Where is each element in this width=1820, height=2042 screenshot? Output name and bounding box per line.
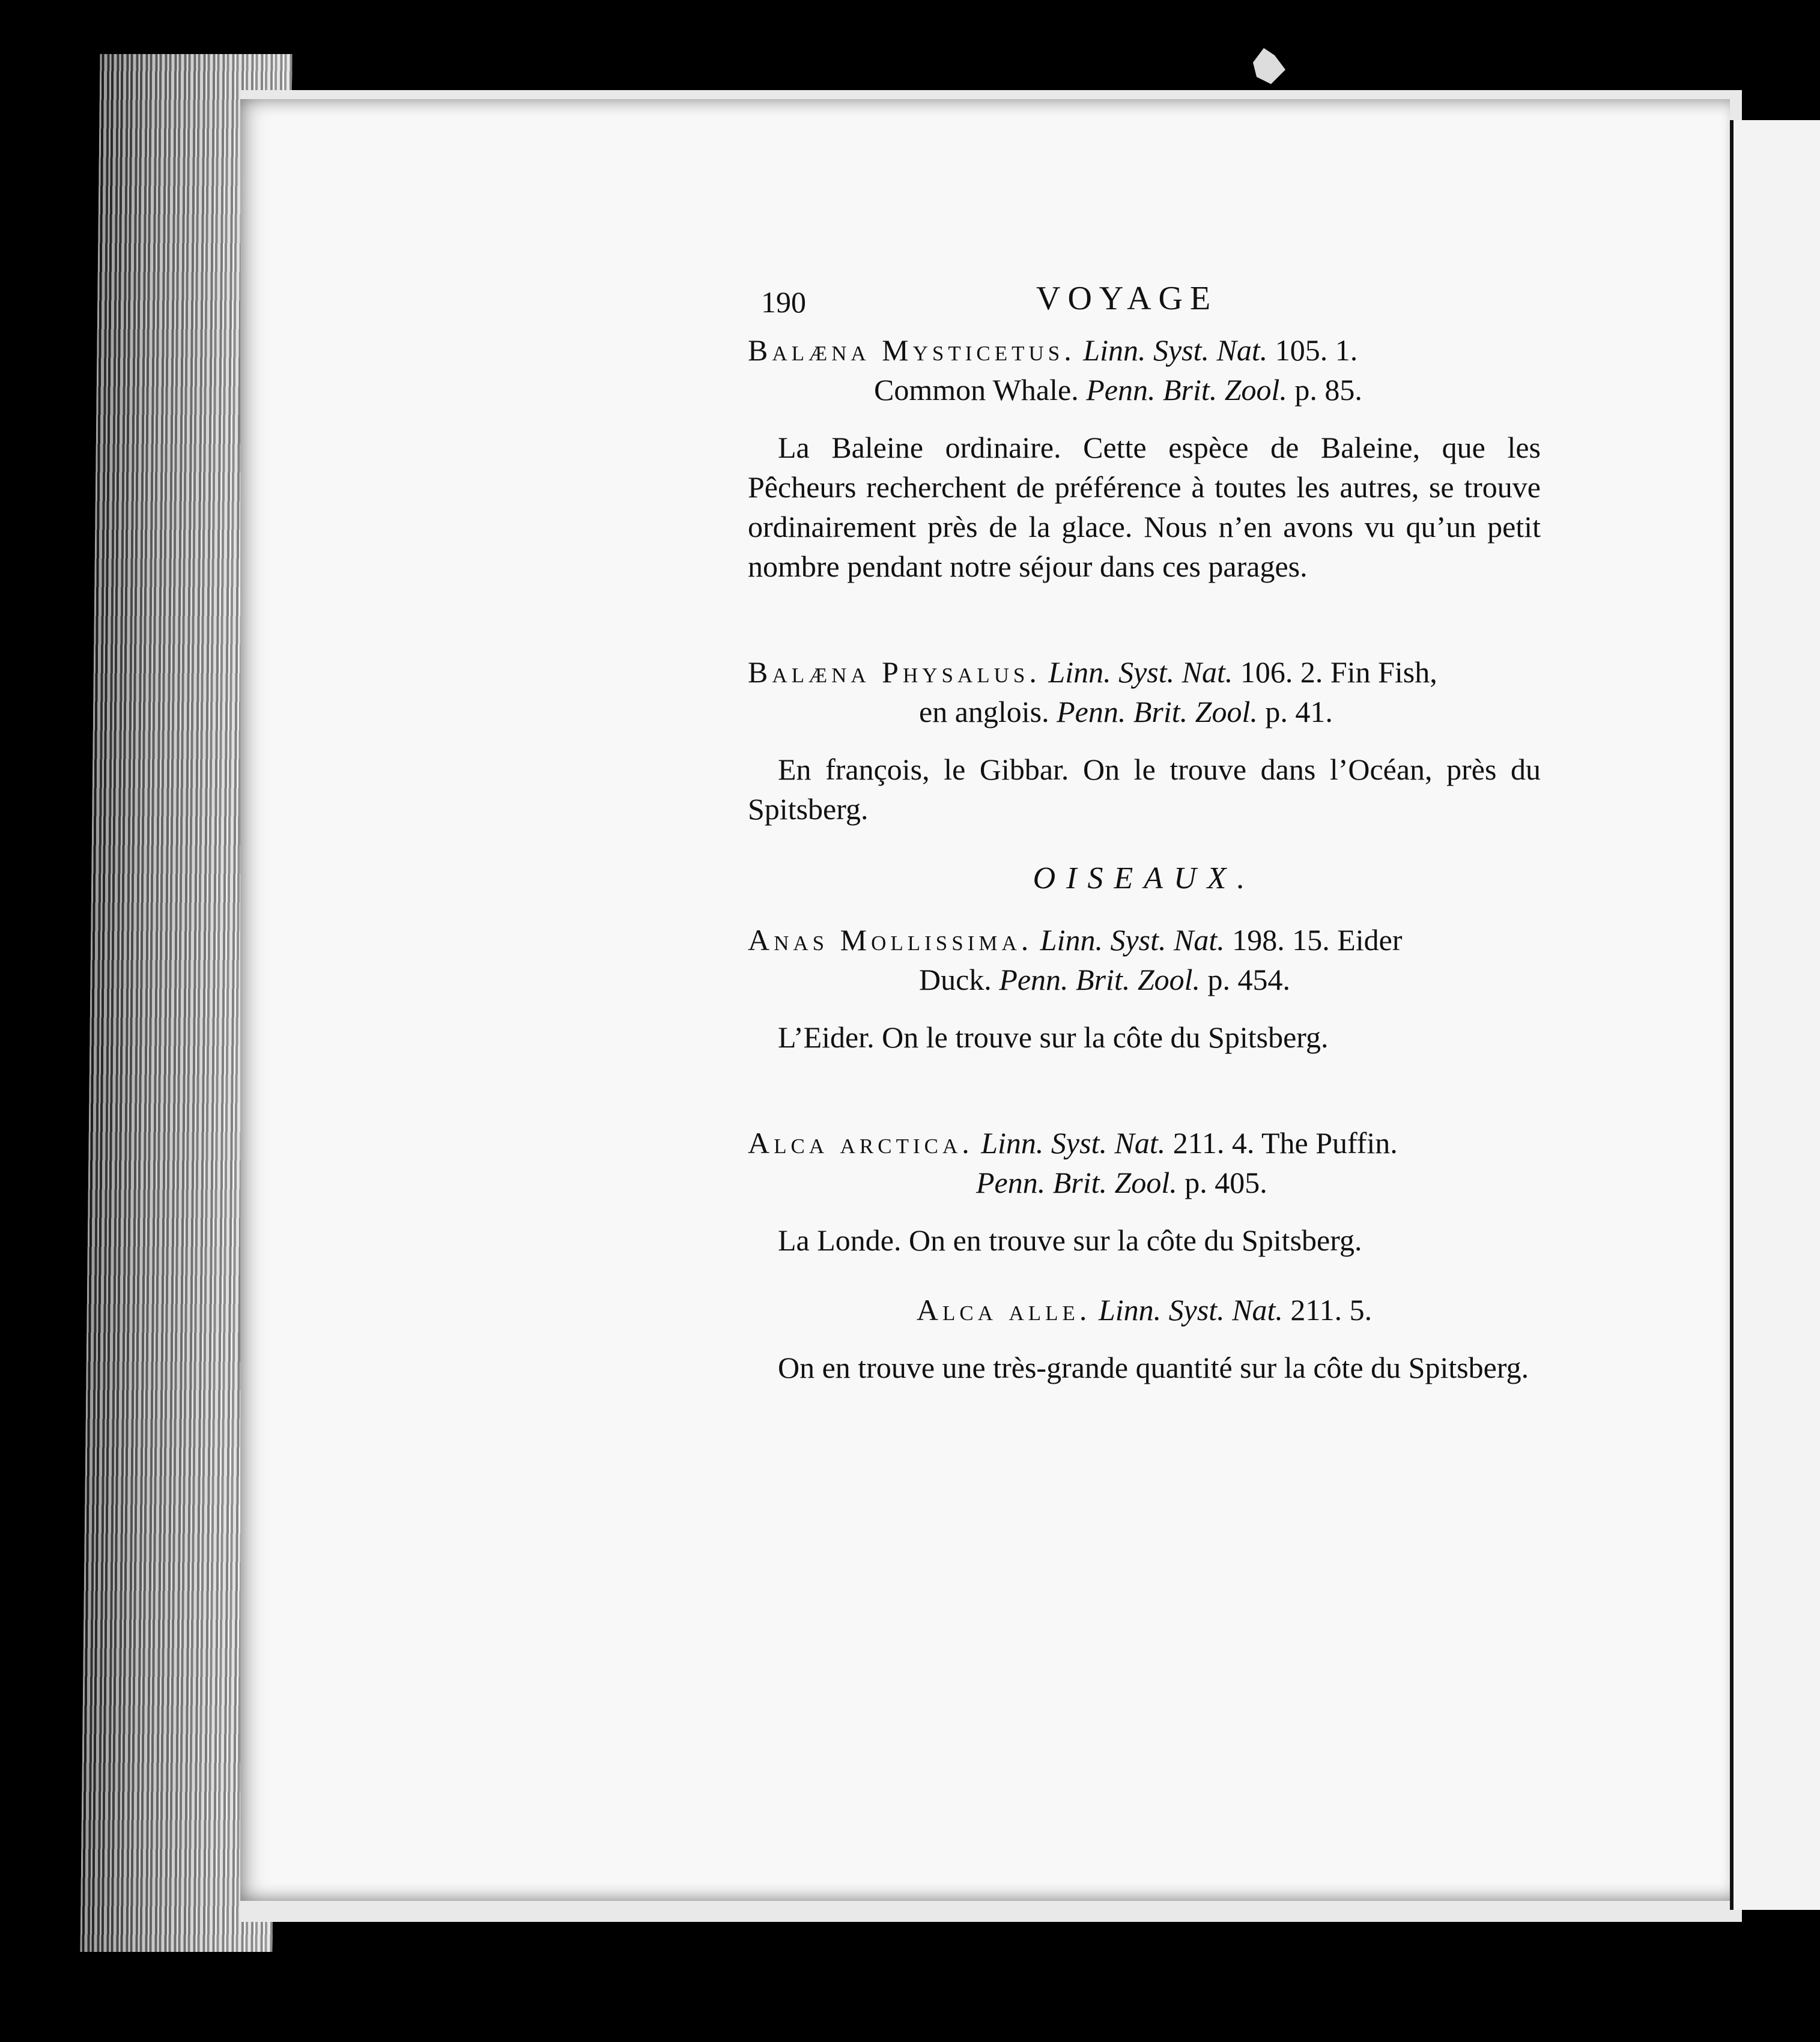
- reference-source: Linn. Syst. Nat.: [1040, 923, 1225, 957]
- running-head: VOYAGE: [1036, 280, 1218, 317]
- species-reference: [748, 330, 1541, 370]
- reference-source: Linn. Syst. Nat.: [1098, 1293, 1283, 1327]
- secondary-source: Penn. Brit. Zool.: [999, 963, 1201, 996]
- reference-number: 106. 2. Fin Fish,: [1240, 655, 1437, 689]
- reference-source: Linn. Syst. Nat.: [1048, 655, 1233, 689]
- page-number: 190: [761, 285, 806, 319]
- secondary-source: Penn. Brit. Zool.: [1057, 695, 1258, 729]
- secondary-source: Penn. Brit. Zool.: [1086, 373, 1287, 407]
- secondary-page: p. 454.: [1207, 963, 1291, 996]
- common-name: Common Whale.: [874, 373, 1079, 407]
- reference-number: 211. 5.: [1290, 1293, 1373, 1327]
- facing-page-edge: [1730, 120, 1820, 1910]
- species-description: La Londe. On en trouve sur la côte du Spitsberg.: [778, 1223, 1362, 1257]
- spacer: [748, 1087, 1541, 1123]
- secondary-page: p. 41.: [1265, 695, 1333, 729]
- species-entry: [748, 1123, 1541, 1260]
- reference-source: Linn. Syst. Nat.: [1083, 333, 1268, 367]
- reference-continuation: [748, 960, 1541, 999]
- species-name: Alca alle.: [916, 1293, 1091, 1327]
- common-name: en anglois.: [919, 695, 1049, 729]
- common-name: Duck.: [919, 963, 992, 996]
- species-name: Balæna Mysticetus.: [748, 333, 1076, 367]
- reference-continuation: [748, 692, 1541, 732]
- reference-continuation: [748, 370, 1541, 410]
- reference-number: 198. 15. Eider: [1232, 923, 1403, 957]
- species-entry: [748, 920, 1541, 1057]
- species-entry: [748, 330, 1541, 586]
- reference-number: 211. 4. The Puffin.: [1172, 1126, 1398, 1160]
- species-reference: [748, 652, 1541, 692]
- species-entry: [748, 1290, 1541, 1387]
- species-reference: [748, 920, 1541, 960]
- species-description: En françois, le Gibbar. On le trouve dans l’Océan, près du Spitsberg.: [748, 753, 1541, 826]
- page-header: [748, 282, 1541, 330]
- species-description: L’Eider. On le trouve sur la côte du Spitsberg.: [778, 1020, 1329, 1054]
- spacer: [748, 616, 1541, 652]
- species-name: Anas Mollissima.: [748, 923, 1033, 957]
- secondary-page: p. 405.: [1185, 1166, 1267, 1199]
- secondary-source: Penn. Brit. Zool.: [976, 1166, 1177, 1199]
- section-title: OISEAUX.: [1033, 861, 1256, 895]
- species-name: Alca arctica.: [748, 1126, 974, 1160]
- reference-number: 105. 1.: [1275, 333, 1358, 367]
- page-content: [748, 282, 1541, 1417]
- species-name: Balæna Physalus.: [748, 655, 1041, 689]
- species-entry: [748, 652, 1541, 829]
- torn-paper-fragment: [1249, 48, 1285, 84]
- species-description: La Baleine ordinaire. Cette espèce de Baleine, que les Pêcheurs recherchent de préférence à toutes les autres, se trouve ordinairement près de la glace. Nous n’en avons vu qu’un petit nombre pendant notre séjour dans ces parages.: [748, 431, 1541, 583]
- reference-source: Linn. Syst. Nat.: [981, 1126, 1166, 1160]
- secondary-page: p. 85.: [1294, 373, 1362, 407]
- reference-continuation: [748, 1163, 1541, 1202]
- species-reference: [748, 1123, 1541, 1163]
- species-reference: [748, 1290, 1541, 1330]
- species-description: On en trouve une très-grande quantité sur la côte du Spitsberg.: [778, 1351, 1529, 1384]
